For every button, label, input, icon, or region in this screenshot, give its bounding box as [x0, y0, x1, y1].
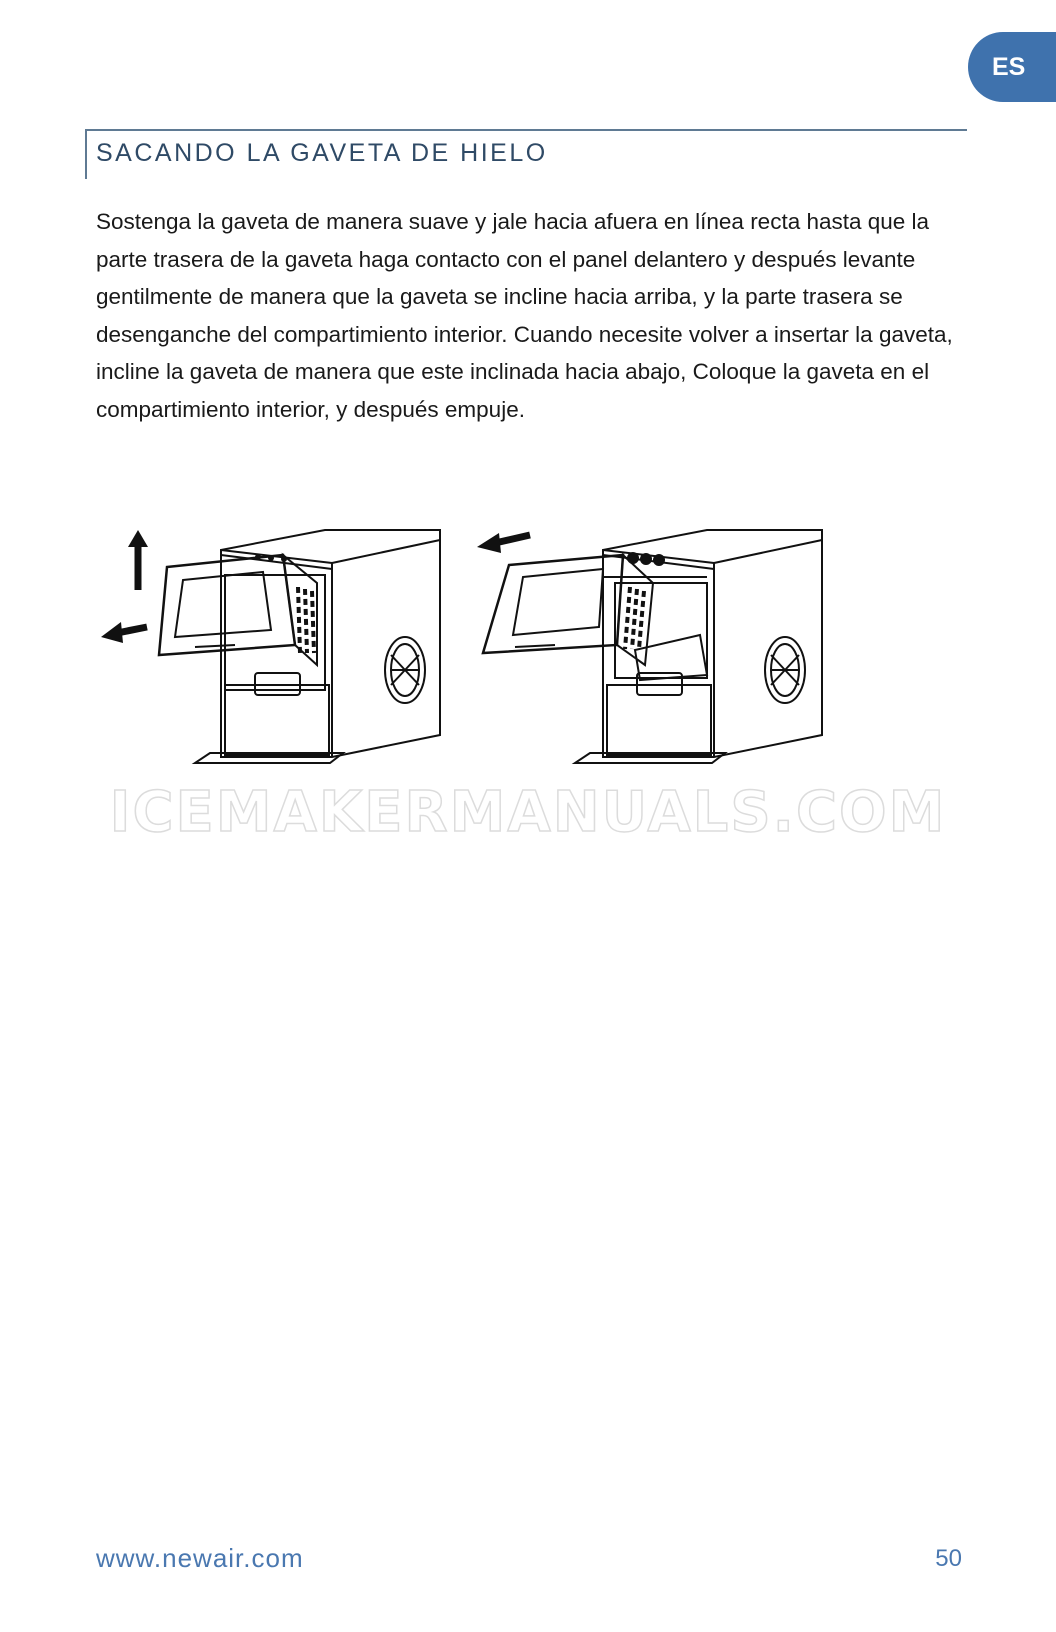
instructions-paragraph: Sostenga la gaveta de manera suave y jale hacia afuera en línea recta hasta que la parte trasera de la gaveta haga contacto con el panel delantero y después levante gentilmente de manera que la gaveta se incline hacia arriba, y la parte trasera se desenganche del compartimiento interior. Cuando necesite volver a insertar la gaveta, incline la gaveta de manera que este inclinada hacia abajo, Coloque la gaveta en el compartimiento interior, y después empuje. [96, 209, 953, 422]
page-number: 50 [935, 1545, 962, 1572]
language-tab: ES [968, 32, 1056, 102]
machine-right-drawing [477, 530, 822, 763]
arrow-out-icon [101, 622, 147, 643]
arrow-up-icon [128, 530, 148, 590]
arrow-in-icon [477, 533, 530, 553]
ice-drawer-illustration [95, 525, 855, 795]
machine-left-drawing [101, 530, 440, 763]
watermark-text: ICEMAKERMANUALS.COM [109, 780, 947, 845]
section-heading: SACANDO LA GAVETA DE HIELO [96, 139, 548, 167]
footer-website-link[interactable]: www.newair.com [96, 1543, 304, 1573]
